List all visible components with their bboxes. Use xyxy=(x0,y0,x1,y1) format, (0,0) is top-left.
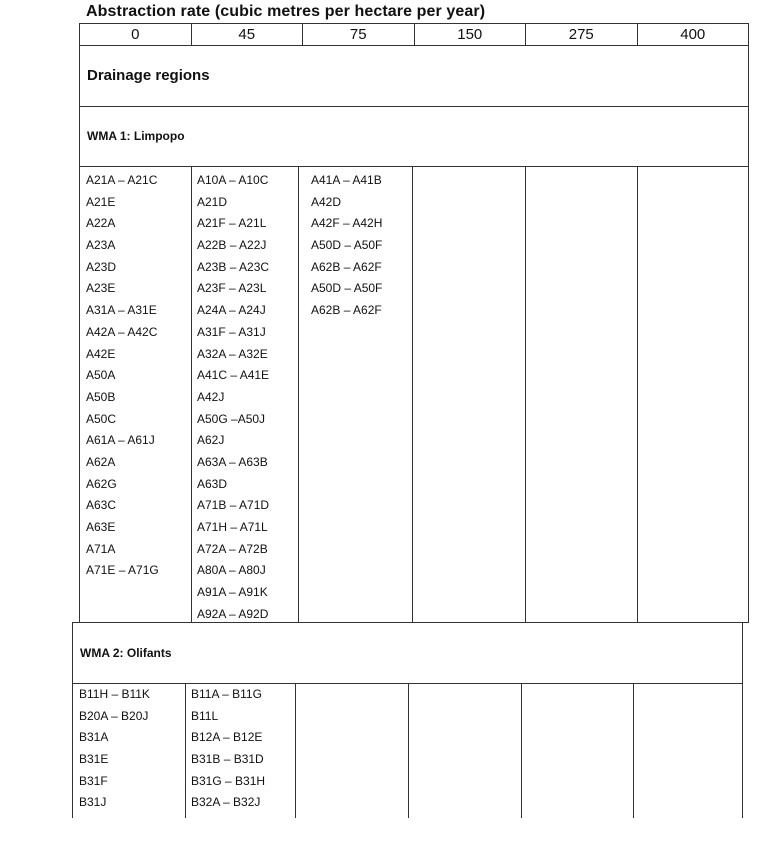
drainage-region-code: A80A – A80J xyxy=(197,563,266,578)
drainage-region-code: A32A – A32E xyxy=(197,346,268,361)
drainage-region-code: B31J xyxy=(79,795,107,810)
drainage-region-code: A23B – A23C xyxy=(197,259,270,274)
wma1-heading-row xyxy=(79,106,749,167)
drainage-region-code: A21D xyxy=(197,194,228,209)
wma2-data-row xyxy=(72,683,743,818)
drainage-region-code: B31F xyxy=(79,773,108,788)
drainage-region-code: A63C xyxy=(86,498,117,513)
drainage-heading-row xyxy=(79,45,749,107)
wma1-col-45 xyxy=(192,167,299,622)
drainage-region-code: A41A – A41B xyxy=(311,173,382,187)
drainage-region-code: A71B – A71D xyxy=(197,498,270,513)
drainage-region-code: A21A – A21C xyxy=(86,173,158,187)
drainage-region-code: A63A – A63B xyxy=(197,454,268,469)
drainage-region-code: A42F – A42H xyxy=(311,216,383,231)
rate-header-cell: 275 xyxy=(526,24,638,45)
drainage-heading: Drainage regions xyxy=(87,67,210,84)
drainage-region-code: A31F – A31J xyxy=(197,324,266,339)
drainage-region-code: A10A – A10C xyxy=(197,173,269,187)
wma2-heading: WMA 2: Olifants xyxy=(80,646,172,660)
rate-header-cell: 45 xyxy=(192,24,304,45)
rate-header-cell: 0 xyxy=(80,24,192,45)
drainage-region-code: A62G xyxy=(86,476,117,491)
wma2-heading-row xyxy=(72,622,743,684)
drainage-region-code: A41C – A41E xyxy=(197,368,270,383)
wma2-col-150 xyxy=(409,684,522,818)
drainage-region-code: B11L xyxy=(191,708,219,723)
drainage-region-code: A63D xyxy=(197,476,228,491)
drainage-region-code: A72A – A72B xyxy=(197,541,268,556)
table-title: Abstraction rate (cubic metres per hectare per year) xyxy=(86,3,486,20)
drainage-region-code: A71A xyxy=(86,541,116,556)
drainage-region-code: B32A – B32J xyxy=(191,795,261,810)
wma2-col-45 xyxy=(186,684,296,818)
drainage-region-code: A62B – A62F xyxy=(311,259,382,274)
drainage-region-code: A23A xyxy=(86,238,116,253)
drainage-region-code: B31A xyxy=(79,730,109,745)
drainage-region-code: A22B – A22J xyxy=(197,238,267,253)
wma1-col-150 xyxy=(413,167,526,622)
drainage-region-code: B31E xyxy=(79,752,109,767)
drainage-region-code: A23D xyxy=(86,259,117,274)
drainage-region-code: A71E – A71G xyxy=(86,563,159,578)
drainage-region-code: A71H – A71L xyxy=(197,520,268,534)
wma2-col-400 xyxy=(634,684,742,818)
drainage-region-code: A62J xyxy=(197,433,225,448)
drainage-region-code: A22A xyxy=(86,216,116,231)
wma2-col-75 xyxy=(296,684,409,818)
wma1-col-275 xyxy=(526,167,638,622)
drainage-region-code: A63E xyxy=(86,520,116,534)
drainage-region-code: A23E xyxy=(86,281,116,296)
drainage-region-code: A50A xyxy=(86,368,116,383)
drainage-region-code: A50G –A50J xyxy=(197,411,266,426)
rate-header-cell: 75 xyxy=(303,24,415,45)
drainage-region-code: A61A – A61J xyxy=(86,433,155,448)
drainage-region-code: A24A – A24J xyxy=(197,303,266,318)
wma1-col-75 xyxy=(299,167,413,622)
drainage-region-code: A50D – A50F xyxy=(311,238,383,253)
wma1-col-0 xyxy=(80,167,192,622)
drainage-region-code: A23F – A23L xyxy=(197,281,267,296)
drainage-region-code: B31B – B31D xyxy=(191,752,264,767)
drainage-region-code: A92A – A92D xyxy=(197,606,269,621)
drainage-region-code: A62B – A62F xyxy=(311,303,382,318)
drainage-region-code: A21F – A21L xyxy=(197,216,267,231)
drainage-region-code: B11H – B11K xyxy=(79,687,150,701)
drainage-region-code: A42D xyxy=(311,194,342,209)
drainage-region-code: B11A – B11G xyxy=(191,687,262,701)
drainage-region-code: A31A – A31E xyxy=(86,303,157,318)
rate-header-cell: 150 xyxy=(415,24,527,45)
drainage-region-code: A42A – A42C xyxy=(86,324,158,339)
drainage-region-code: A62A xyxy=(86,454,116,469)
wma1-col-400 xyxy=(638,167,748,622)
wma2-col-275 xyxy=(522,684,634,818)
rate-header-cell: 400 xyxy=(680,26,706,43)
drainage-region-code: A42E xyxy=(86,346,116,361)
wma1-heading: WMA 1: Limpopo xyxy=(87,129,185,143)
drainage-region-code: B31G – B31H xyxy=(191,773,266,788)
drainage-region-code: A50C xyxy=(86,411,117,426)
wma1-data-row xyxy=(79,166,749,623)
drainage-region-code: B12A – B12E xyxy=(191,730,263,745)
drainage-region-code: A50D – A50F xyxy=(311,281,383,296)
drainage-region-code: A21E xyxy=(86,194,116,209)
drainage-region-code: A50B xyxy=(86,389,116,404)
wma2-col-0 xyxy=(73,684,186,818)
rate-header-row xyxy=(79,23,749,46)
drainage-region-code: A91A – A91K xyxy=(197,585,268,600)
drainage-region-code: B20A – B20J xyxy=(79,708,149,723)
drainage-region-code: A42J xyxy=(197,389,225,404)
